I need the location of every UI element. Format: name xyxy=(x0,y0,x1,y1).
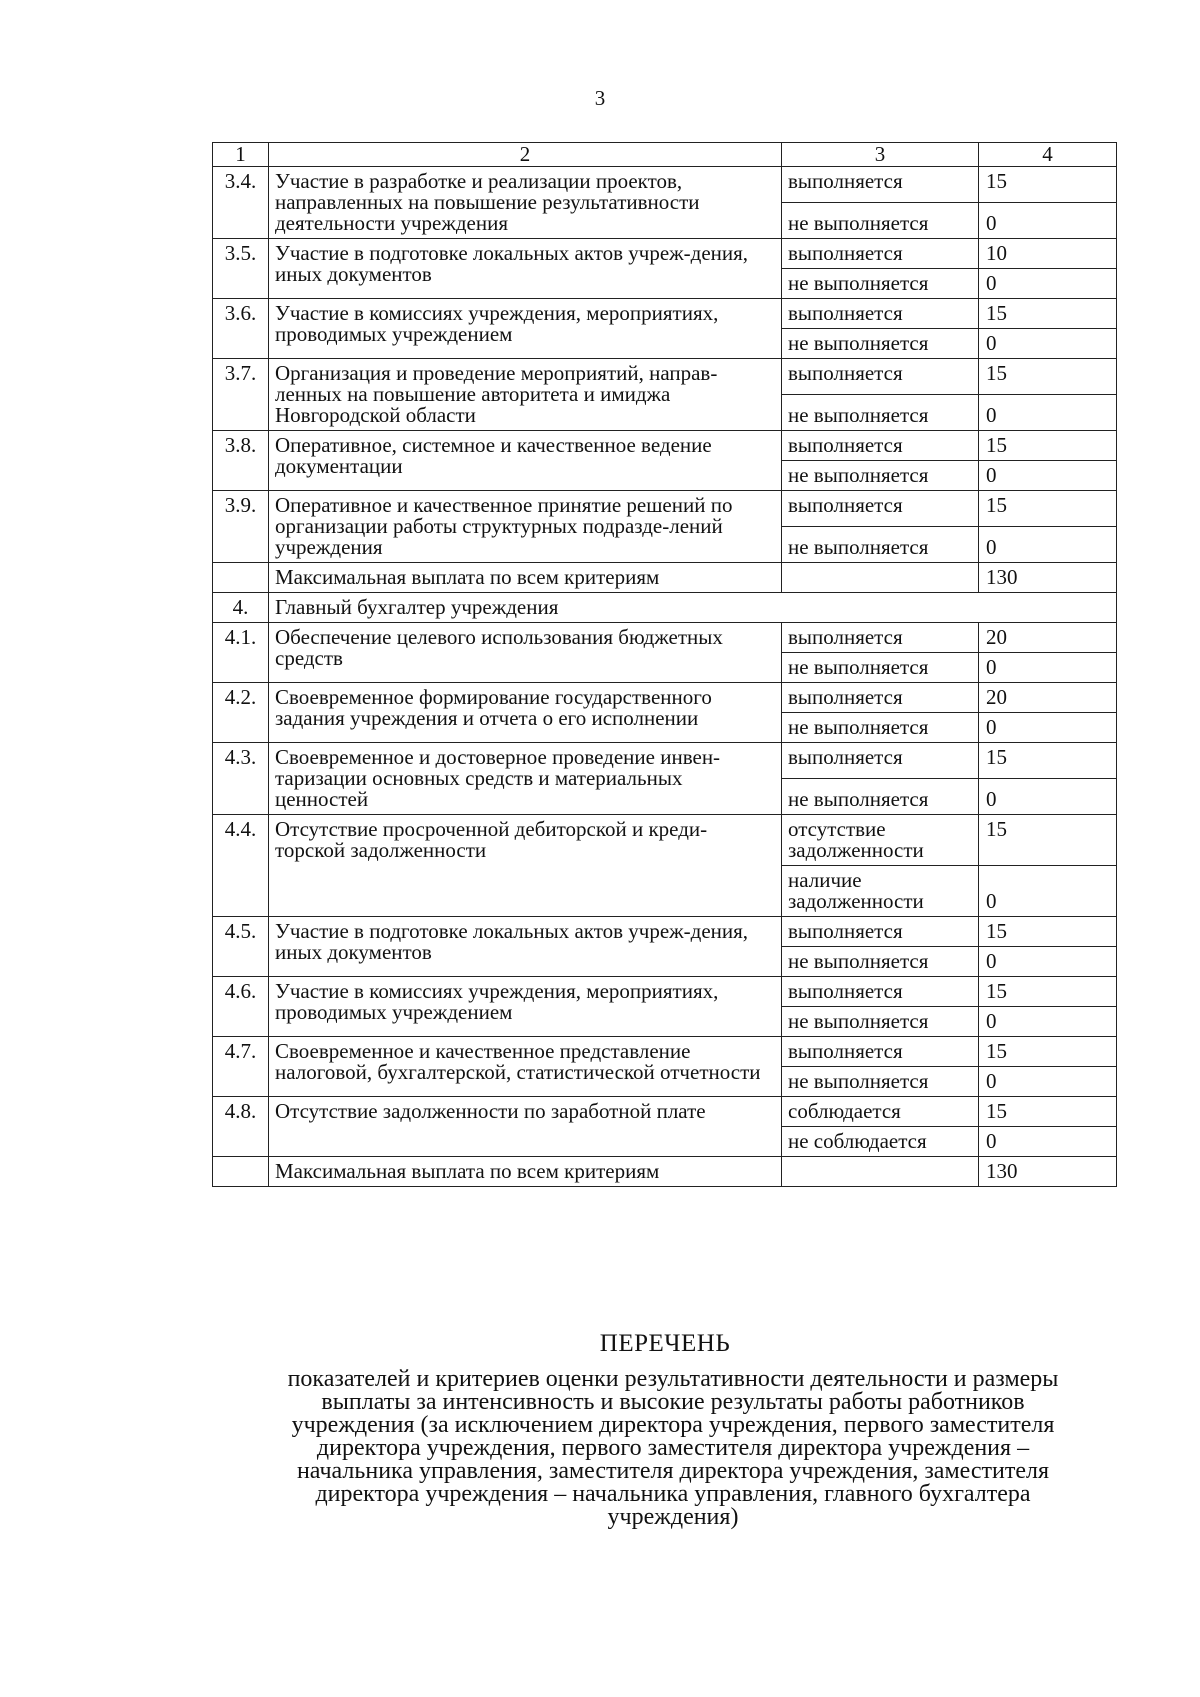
criterion-status: не выполняется xyxy=(782,713,979,743)
empty-cell xyxy=(213,563,269,593)
criterion-status: выполняется xyxy=(782,683,979,713)
empty-cell xyxy=(782,1157,979,1187)
criterion-status: отсутствие задолженности xyxy=(782,815,979,866)
criterion-description: Участие в подготовке локальных актов учреж-дения, иных документов xyxy=(269,239,782,299)
criterion-score: 0 xyxy=(979,329,1117,359)
list-title-line: учреждения) xyxy=(607,1504,739,1530)
empty-cell xyxy=(213,1157,269,1187)
criterion-description: Участие в подготовке локальных актов учреж-дения, иных документов xyxy=(269,917,782,977)
criterion-status: выполняется xyxy=(782,299,979,329)
criterion-score: 0 xyxy=(979,653,1117,683)
criterion-description: Обеспечение целевого использования бюджетных средств xyxy=(269,623,782,683)
criterion-status: выполняется xyxy=(782,359,979,395)
max-payment-row xyxy=(213,1157,1117,1187)
criterion-status: не выполняется xyxy=(782,947,979,977)
criterion-description: Отсутствие просроченной дебиторской и креди-торской задолженности xyxy=(269,815,782,917)
criterion-score: 15 xyxy=(979,743,1117,779)
criterion-row xyxy=(213,623,1117,653)
criterion-number: 4.2. xyxy=(213,683,269,743)
criterion-status: выполняется xyxy=(782,1037,979,1067)
criterion-row xyxy=(213,239,1117,269)
header-cell: 4 xyxy=(979,143,1117,167)
criterion-status: не выполняется xyxy=(782,527,979,563)
criterion-score: 15 xyxy=(979,1037,1117,1067)
criterion-status: выполняется xyxy=(782,743,979,779)
criterion-row xyxy=(213,359,1117,395)
criterion-number: 3.6. xyxy=(213,299,269,359)
criterion-row xyxy=(213,917,1117,947)
criterion-score: 15 xyxy=(979,917,1117,947)
criterion-score: 0 xyxy=(979,269,1117,299)
header-cell: 3 xyxy=(782,143,979,167)
criterion-score: 0 xyxy=(979,866,1117,917)
criterion-number: 3.8. xyxy=(213,431,269,491)
criterion-score: 15 xyxy=(979,167,1117,203)
criterion-row xyxy=(213,815,1117,866)
criterion-score: 20 xyxy=(979,683,1117,713)
list-title-line: начальника управления, заместителя директора учреждения, заместителя xyxy=(296,1458,1050,1484)
criterion-number: 4.4. xyxy=(213,815,269,917)
criterion-row xyxy=(213,167,1117,203)
criterion-status: не выполняется xyxy=(782,203,979,239)
criterion-number: 3.7. xyxy=(213,359,269,431)
criterion-row xyxy=(213,299,1117,329)
criterion-score: 20 xyxy=(979,623,1117,653)
criteria-table xyxy=(212,142,1117,1187)
criterion-status: не выполняется xyxy=(782,395,979,431)
list-title-line: выплаты за интенсивность и высокие результаты работы работников xyxy=(321,1389,1025,1415)
max-payment-row xyxy=(213,563,1117,593)
criterion-status: не выполняется xyxy=(782,1067,979,1097)
list-title-line: директора учреждения, первого заместителя директора учреждения – xyxy=(316,1435,1030,1461)
criterion-status: не выполняется xyxy=(782,329,979,359)
criterion-description: Своевременное и достоверное проведение инвен-таризации основных средств и материальных ценностей xyxy=(269,743,782,815)
criteria-table-body xyxy=(213,143,1117,1187)
header-cell: 2 xyxy=(269,143,782,167)
max-payment-value: 130 xyxy=(979,1157,1117,1187)
criterion-status: не выполняется xyxy=(782,1007,979,1037)
criterion-status: выполняется xyxy=(782,431,979,461)
criterion-score: 0 xyxy=(979,203,1117,239)
criterion-number: 3.4. xyxy=(213,167,269,239)
criterion-status: выполняется xyxy=(782,977,979,1007)
criterion-row xyxy=(213,683,1117,713)
criterion-status: не выполняется xyxy=(782,269,979,299)
criterion-number: 4.1. xyxy=(213,623,269,683)
list-heading: ПЕРЕЧЕНЬ xyxy=(599,1330,731,1357)
criterion-score: 0 xyxy=(979,461,1117,491)
list-title xyxy=(220,1368,1126,1529)
criterion-score: 15 xyxy=(979,977,1117,1007)
criterion-status: наличие задолженности xyxy=(782,866,979,917)
criterion-description: Отсутствие задолженности по заработной плате xyxy=(269,1097,782,1157)
criterion-description: Участие в комиссиях учреждения, мероприятиях, проводимых учреждением xyxy=(269,299,782,359)
criterion-status: выполняется xyxy=(782,239,979,269)
criterion-score: 10 xyxy=(979,239,1117,269)
criterion-status: выполняется xyxy=(782,917,979,947)
list-title-line: показателей и критериев оценки результативности деятельности и размеры xyxy=(287,1366,1059,1392)
section-row xyxy=(213,593,1117,623)
max-payment-label: Максимальная выплата по всем критериям xyxy=(269,1157,782,1187)
criterion-row xyxy=(213,977,1117,1007)
max-payment-label: Максимальная выплата по всем критериям xyxy=(269,563,782,593)
criterion-score: 15 xyxy=(979,1097,1117,1127)
criterion-status: выполняется xyxy=(782,623,979,653)
criterion-score: 15 xyxy=(979,299,1117,329)
criterion-number: 4.7. xyxy=(213,1037,269,1097)
empty-cell xyxy=(782,563,979,593)
table-header-row xyxy=(213,143,1117,167)
criterion-description: Организация и проведение мероприятий, направ-ленных на повышение авторитета и имиджа Новгородской области xyxy=(269,359,782,431)
criterion-score: 0 xyxy=(979,1127,1117,1157)
criterion-description: Своевременное и качественное представление налоговой, бухгалтерской, статистической отчетности xyxy=(269,1037,782,1097)
list-title-line: учреждения (за исключением директора учреждения, первого заместителя xyxy=(291,1412,1055,1438)
criterion-score: 15 xyxy=(979,431,1117,461)
criterion-row xyxy=(213,431,1117,461)
criterion-description: Оперативное, системное и качественное ведение документации xyxy=(269,431,782,491)
criterion-description: Своевременное формирование государственного задания учреждения и отчета о его исполнении xyxy=(269,683,782,743)
criterion-row xyxy=(213,743,1117,779)
criterion-score: 0 xyxy=(979,947,1117,977)
criterion-score: 15 xyxy=(979,815,1117,866)
criterion-status: не соблюдается xyxy=(782,1127,979,1157)
criterion-number: 4.5. xyxy=(213,917,269,977)
criterion-status: соблюдается xyxy=(782,1097,979,1127)
criterion-number: 4.3. xyxy=(213,743,269,815)
criterion-description: Участие в разработке и реализации проектов, направленных на повышение результативности деятельности учреждения xyxy=(269,167,782,239)
criterion-status: не выполняется xyxy=(782,653,979,683)
criterion-description: Участие в комиссиях учреждения, мероприятиях, проводимых учреждением xyxy=(269,977,782,1037)
header-cell: 1 xyxy=(213,143,269,167)
criterion-score: 0 xyxy=(979,1007,1117,1037)
criterion-row xyxy=(213,1037,1117,1067)
max-payment-value: 130 xyxy=(979,563,1117,593)
criterion-row xyxy=(213,491,1117,527)
criterion-status: выполняется xyxy=(782,491,979,527)
list-title-line: директора учреждения – начальника управления, главного бухгалтера xyxy=(315,1481,1031,1507)
criterion-number: 4.6. xyxy=(213,977,269,1037)
criterion-score: 0 xyxy=(979,395,1117,431)
criterion-score: 15 xyxy=(979,491,1117,527)
criterion-number: 3.9. xyxy=(213,491,269,563)
criterion-description: Оперативное и качественное принятие решений по организации работы структурных подразде-лений учреждения xyxy=(269,491,782,563)
criterion-number: 4.8. xyxy=(213,1097,269,1157)
criterion-score: 0 xyxy=(979,713,1117,743)
criterion-score: 0 xyxy=(979,779,1117,815)
criterion-status: выполняется xyxy=(782,167,979,203)
criterion-score: 0 xyxy=(979,1067,1117,1097)
criterion-row xyxy=(213,1097,1117,1127)
page-number: 3 xyxy=(594,86,606,110)
criterion-status: не выполняется xyxy=(782,461,979,491)
criterion-score: 15 xyxy=(979,359,1117,395)
criterion-score: 0 xyxy=(979,527,1117,563)
criterion-status: не выполняется xyxy=(782,779,979,815)
section-title: Главный бухгалтер учреждения xyxy=(269,593,1117,623)
criterion-number: 3.5. xyxy=(213,239,269,299)
section-number: 4. xyxy=(213,593,269,623)
